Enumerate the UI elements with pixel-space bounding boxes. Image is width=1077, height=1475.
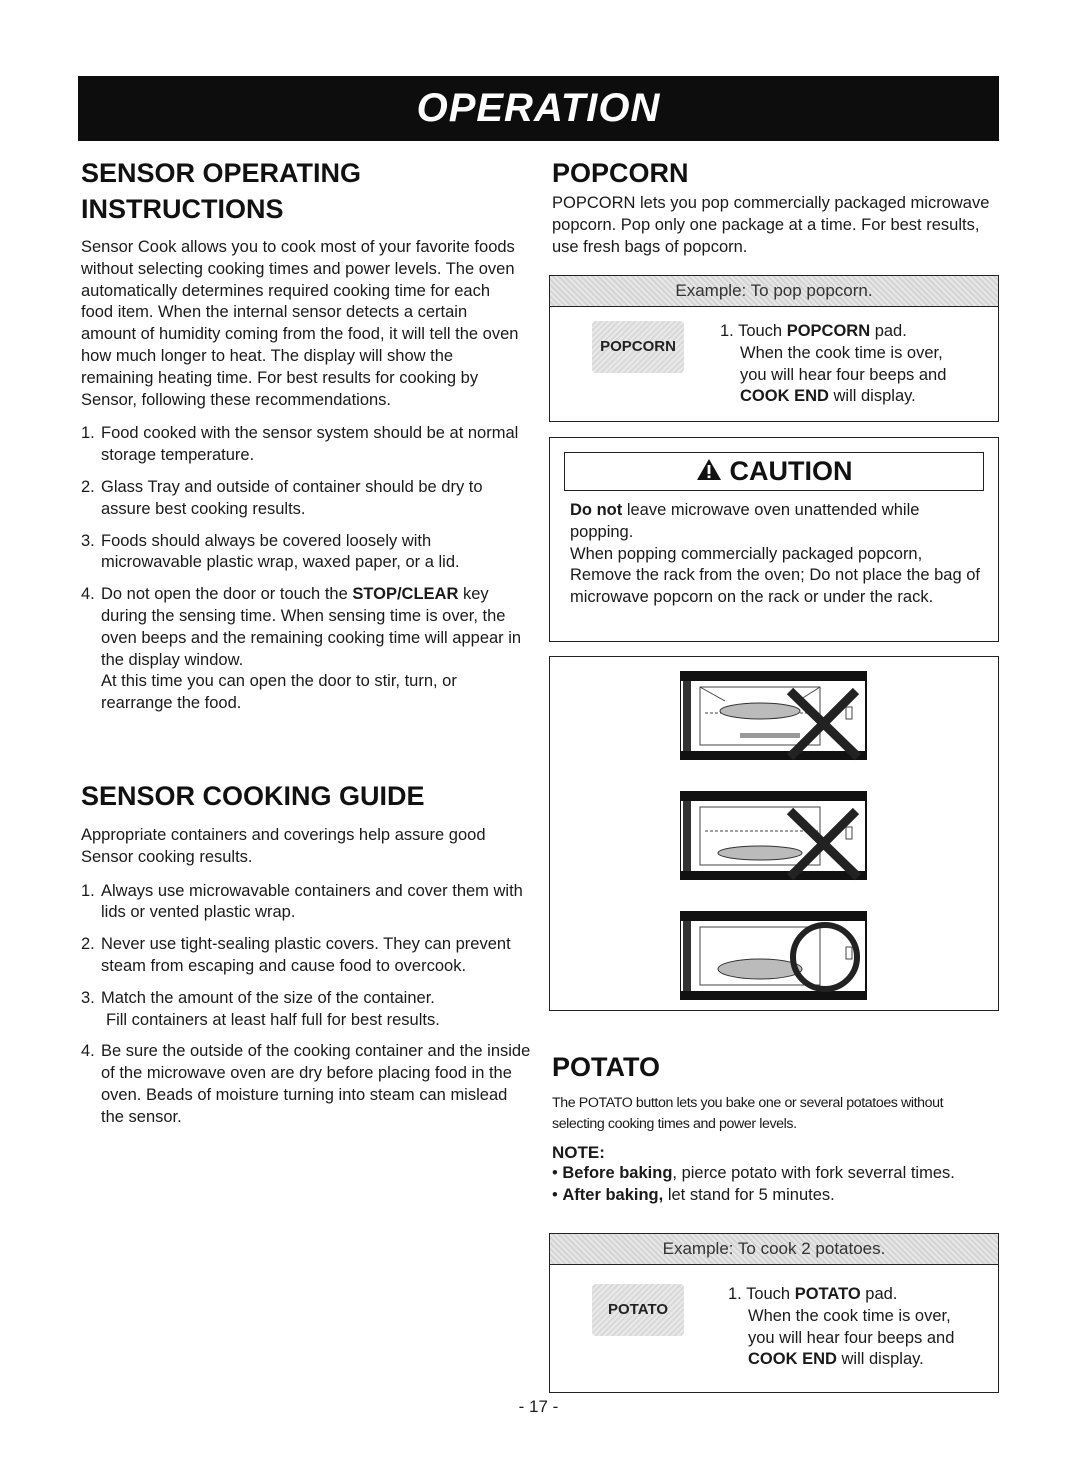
potato-example-header: Example: To cook 2 potatoes.: [550, 1234, 998, 1265]
potato-note: NOTE: • Before baking, pierce potato with fork severral times. • After baking, let stand for 5 minutes.: [552, 1143, 999, 1207]
caution-body: Do not leave microwave oven unattended while popping. When popping commercially packaged popcorn, Remove the rack from the oven; Do not place the bag of microwave popcorn on the rack or under the rack.: [570, 501, 980, 607]
potato-pad-button: POTATO: [592, 1284, 684, 1336]
sensor-operating-title-line1: SENSOR OPERATING: [81, 158, 362, 188]
popcorn-example-step: 1. Touch POPCORN pad. When the cook time is over, you will hear four beeps and COOK END will display.: [720, 322, 947, 406]
oven-rack-incorrect-illustration-1: [680, 671, 868, 761]
potato-title: POTATO: [552, 1052, 660, 1082]
sensor-operating-title-line2: INSTRUCTIONS: [81, 194, 284, 224]
rack-illustrations-box: [549, 656, 999, 1011]
list-item: 3. Match the amount of the size of the container. Fill containers at least half full for best results.: [81, 988, 440, 1029]
list-item: 1. Always use microwavable containers and cover them with lids or vented plastic wrap.: [81, 881, 523, 922]
caution-box: [549, 437, 999, 642]
oven-correct-illustration: [680, 911, 868, 1001]
potato-example-step: 1. Touch POTATO pad. When the cook time is over, you will hear four beeps and COOK END will display.: [728, 1285, 955, 1369]
page-banner: [78, 76, 999, 141]
list-item: 2. Never use tight-sealing plastic covers. They can prevent steam from escaping and cause food to overcook.: [81, 935, 511, 975]
popcorn-pad-button: POPCORN: [592, 321, 684, 373]
potato-intro-paragraph: The POTATO button lets you bake one or several potatoes without selecting cooking times and power levels.: [552, 1095, 944, 1132]
potato-section: [552, 1050, 999, 1207]
list-item: 2. Glass Tray and outside of container should be dry to assure best cooking results.: [81, 477, 483, 518]
list-item: 4. Do not open the door or touch the STOP/CLEAR key during the sensing time. When sensing time is over, the oven beeps and the remaining cooking time will appear in the display window. At this time you can open the door to stir, turn, or rearrange the food.: [81, 585, 522, 713]
caution-title: CAUTION: [564, 452, 984, 491]
popcorn-intro-paragraph: POPCORN lets you pop commercially packaged microwave popcorn. Pop only one package at a time. For best results, use fresh bags of popcorn.: [552, 194, 990, 256]
popcorn-example-header: Example: To pop popcorn.: [550, 276, 998, 307]
warning-icon: [696, 458, 722, 481]
sensor-cooking-guide-section: [81, 779, 531, 1139]
page-number: - 17 -: [518, 1397, 559, 1416]
list-item: 4. Be sure the outside of the cooking container and the inside of the microwave oven are dry before placing food in the oven. Beads of moisture turning into steam can mislead the sensor.: [81, 1042, 531, 1126]
sensor-recommendations-list: [81, 423, 531, 715]
popcorn-title: POPCORN: [552, 158, 689, 188]
stop-clear-key-label: STOP/CLEAR: [352, 585, 459, 604]
guide-intro-paragraph: Appropriate containers and coverings help assure good Sensor cooking results.: [81, 826, 486, 866]
sensor-operating-section: [81, 156, 531, 725]
note-label: NOTE:: [552, 1143, 605, 1162]
banner-title: OPERATION: [416, 86, 661, 130]
potato-example-box: [549, 1233, 999, 1393]
oven-rack-incorrect-illustration-2: [680, 791, 868, 881]
list-item: 3. Foods should always be covered loosely with microwavable plastic wrap, waxed paper, or a lid.: [81, 531, 460, 572]
popcorn-example-box: [549, 275, 999, 422]
sensor-cooking-guide-title: SENSOR COOKING GUIDE: [81, 781, 425, 811]
list-item: 1. Food cooked with the sensor system should be at normal storage temperature.: [81, 424, 519, 465]
guide-list: [81, 881, 531, 1129]
popcorn-section: [552, 156, 999, 258]
sensor-intro-paragraph: Sensor Cook allows you to cook most of your favorite foods without selecting cooking times and power levels. The oven automatically determines required cooking time for each food item. When the internal sensor detects a certain amount of humidity coming from the food, it will tell the oven how much longer to heat. The display will show the remaining heating time. For best results for cooking by Sensor, following these recommendations.: [81, 238, 519, 409]
